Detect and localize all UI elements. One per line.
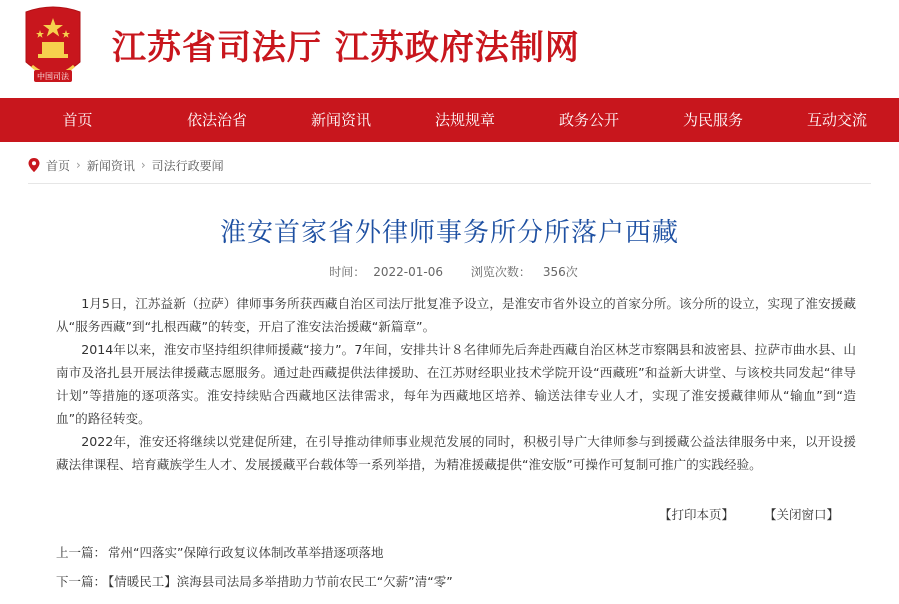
- article-body: [56, 292, 856, 476]
- close-window-link[interactable]: 【关闭窗口】: [763, 507, 839, 522]
- print-page-link[interactable]: 【打印本页】: [658, 507, 734, 522]
- breadcrumb-news[interactable]: 新闻资讯: [86, 158, 135, 173]
- breadcrumb-current[interactable]: 司法行政要闻: [151, 158, 224, 173]
- article-meta: [0, 263, 899, 280]
- breadcrumb-separator: ›: [76, 158, 81, 172]
- nav-item-rule-by-law[interactable]: 依法治省: [186, 111, 247, 129]
- nav-item-regulations[interactable]: 法规规章: [434, 111, 495, 129]
- previous-label: 上一篇：: [56, 545, 107, 560]
- nav-item-public-service[interactable]: 为民服务: [682, 111, 743, 129]
- next-article: [56, 572, 453, 590]
- nav-item-news[interactable]: 新闻资讯: [310, 111, 371, 129]
- next-label: 下一篇：: [56, 574, 107, 589]
- publish-date: 2022-01-06: [373, 265, 443, 279]
- site-header: [0, 0, 899, 98]
- main-nav: [0, 98, 899, 142]
- breadcrumb: [28, 152, 871, 178]
- location-pin-icon: [28, 158, 40, 172]
- article-paragraph: 2022年，淮安还将继续以党建促所建，在引导推动律师事业规范发展的同时，积极引导广大律师参与到援藏公益法律服务中来，以开设援藏法律课程、培育藏族学生人才、发展援藏平台载体等一系列举措，为精准援藏提供“淮安版”可操作可复制可推广的实践经验。: [56, 434, 856, 472]
- views-label: 浏览次数：: [470, 265, 531, 279]
- national-emblem-icon[interactable]: [20, 4, 86, 90]
- next-article-link[interactable]: 【情暖民工】滨海县司法局多举措助力节前农民工“欠薪”清“零”: [108, 574, 453, 589]
- article-actions: [659, 505, 839, 523]
- breadcrumb-home[interactable]: 首页: [46, 158, 71, 173]
- time-label: 时间：: [329, 265, 366, 279]
- nav-item-interaction[interactable]: 互动交流: [806, 111, 867, 129]
- view-count: 356次: [542, 265, 578, 279]
- article-title: 淮安首家省外律师事务所分所落户西藏: [219, 218, 679, 248]
- article-paragraph: 1月5日，江苏益新（拉萨）律师事务所获西藏自治区司法厅批复准予设立，是淮安市省外设立的首家分所。该分所的设立，实现了淮安援藏从“服务西藏”到“扎根西藏”的转变，开启了淮安法治援藏“新篇章”。: [56, 296, 856, 334]
- previous-article-link[interactable]: 常州“四落实”保障行政复议体制改革举措逐项落地: [108, 545, 384, 560]
- emblem-caption: 中国司法: [37, 72, 69, 81]
- breadcrumb-divider: [28, 183, 871, 184]
- site-title: 江苏省司法厅 江苏政府法制网: [112, 28, 580, 68]
- previous-article: [56, 543, 383, 561]
- article-paragraph: 2014年以来，淮安市坚持组织律师援藏“接力”。7年间，安排共计８名律师先后奔赴西藏自治区林芝市察隅县和波密县、拉萨市曲水县、山南市及洛扎县开展法律援藏志愿服务。通过赴西藏提供法律援助、在江苏财经职业技术学院开设“西藏班”和益新大讲堂、与该校共同发起“律导计划”等措施的逐项落实。淮安持续贴合西藏地区法律需求，每年为西藏地区培养、输送法律专业人才，实现了淮安援藏律师从“输血”到“造血”的路径转变。: [56, 342, 856, 426]
- breadcrumb-separator: ›: [140, 158, 146, 172]
- nav-item-home[interactable]: 首页: [62, 111, 93, 129]
- nav-item-government-affairs[interactable]: 政务公开: [558, 111, 619, 129]
